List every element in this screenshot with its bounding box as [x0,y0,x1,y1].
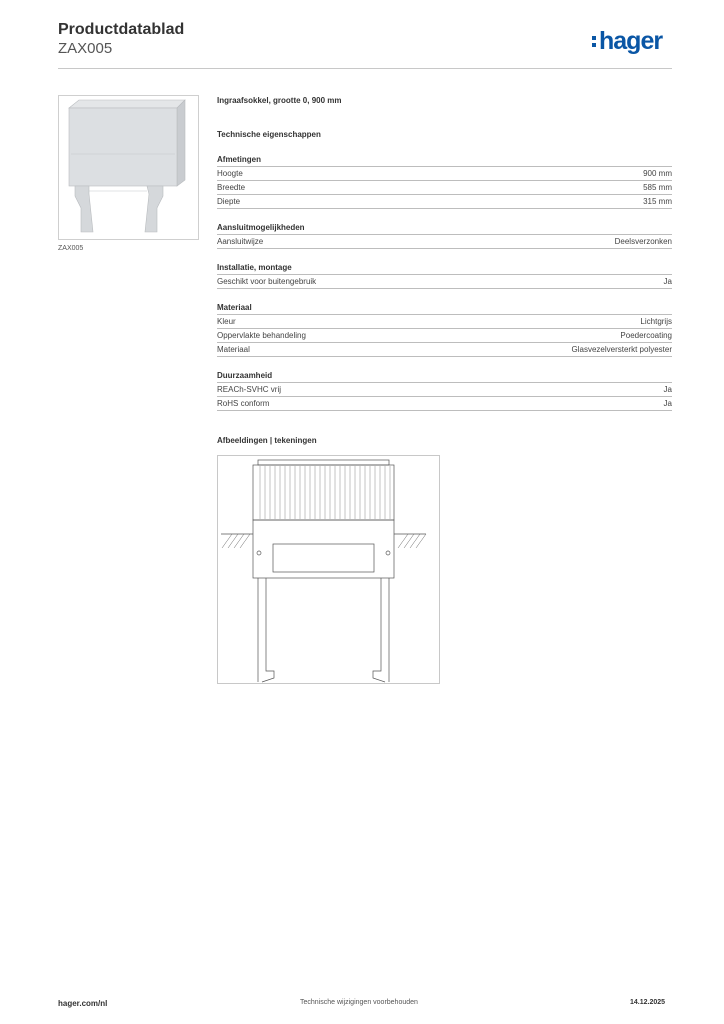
footer-website-link[interactable]: hager.com/nl [58,999,108,1008]
group-title: Materiaal [217,302,672,315]
enclosure-drawing-icon [218,456,439,683]
spec-label: REACh-SVHC vrij [217,385,282,394]
spec-row [217,275,672,289]
spec-row [217,181,672,195]
spec-value: Ja [663,399,672,408]
spec-group-dimensions [217,154,672,209]
group-title: Installatie, montage [217,262,672,275]
spec-group-sustainability [217,370,672,411]
spec-label: Hoogte [217,169,243,178]
group-title: Aansluitmogelijkheden [217,222,672,235]
hager-logo[interactable] [592,27,662,56]
spec-label: Diepte [217,197,241,206]
product-name: Ingraafsokkel, grootte 0, 900 mm [217,96,342,105]
product-photo [58,95,199,240]
logo-dots-icon [592,36,597,50]
spec-label: Breedte [217,183,246,192]
spec-value: 585 mm [643,183,672,192]
group-title: Duurzaamheid [217,370,672,383]
spec-value: 315 mm [643,197,672,206]
group-title: Afmetingen [217,154,672,167]
spec-value: Glasvezelversterkt polyester [571,345,672,354]
drawings-title: Afbeeldingen | tekeningen [217,436,317,445]
spec-value: Ja [663,385,672,394]
technical-drawing [217,455,440,684]
spec-row [217,315,672,329]
photo-caption: ZAX005 [58,245,84,252]
spec-group-installation [217,262,672,289]
spec-label: Oppervlakte behandeling [217,331,306,340]
spec-row [217,397,672,411]
spec-value: Ja [663,277,672,286]
spec-value: Poedercoating [620,331,672,340]
spec-label: Materiaal [217,345,250,354]
spec-group-material [217,302,672,357]
spec-label: Aansluitwijze [217,237,264,246]
spec-value: Lichtgrijs [640,317,672,326]
enclosure-photo-icon [59,96,198,239]
section-title: Technische eigenschappen [217,130,321,139]
spec-group-connection [217,222,672,249]
spec-row [217,235,672,249]
spec-label: Geschikt voor buitengebruik [217,277,317,286]
footer-date: 14.12.2025 [630,999,666,1006]
spec-value: Deelsverzonken [614,237,672,246]
spec-row [217,329,672,343]
spec-value: 900 mm [643,169,672,178]
product-code: ZAX005 [58,40,113,57]
spec-row [217,343,672,357]
header-divider [58,68,672,69]
spec-row [217,195,672,209]
logo-text: hager [599,27,663,55]
spec-row [217,167,672,181]
spec-label: Kleur [217,317,236,326]
header-title: Productdatablad [58,21,185,38]
footer-notice: Technische wijzigingen voorbehouden [300,999,418,1006]
spec-label: RoHS conform [217,399,270,408]
specifications [217,96,672,411]
spec-row [217,383,672,397]
